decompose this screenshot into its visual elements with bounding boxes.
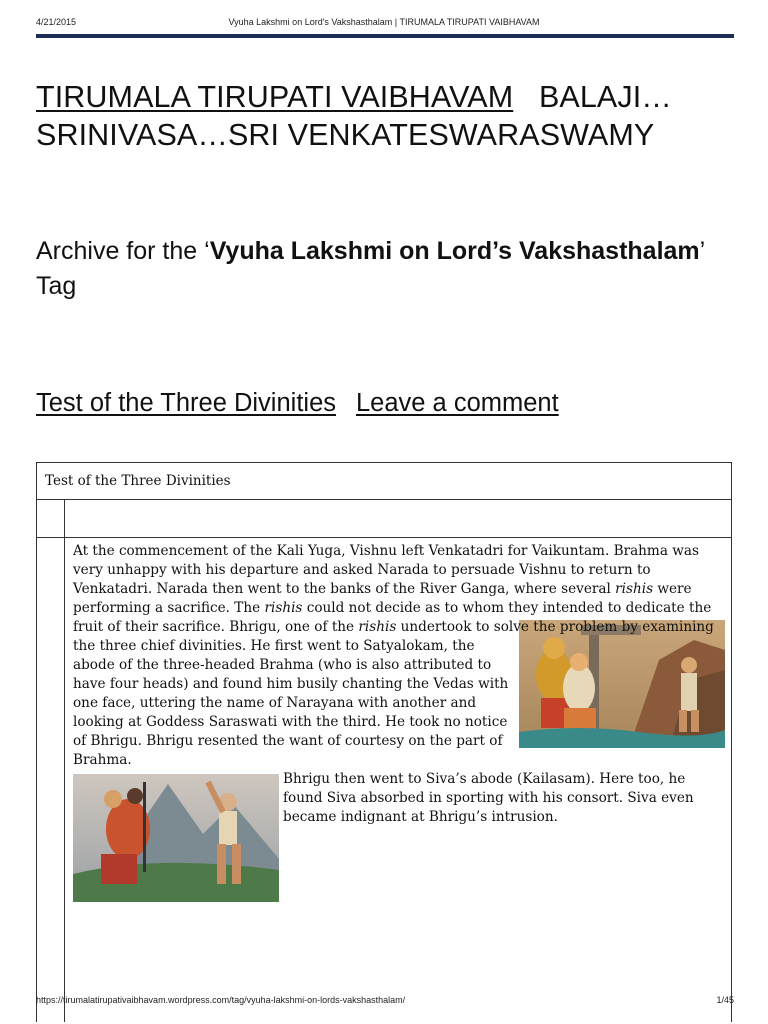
paragraph-1: At the commencement of the Kali Yuga, Vishnu left Venkatadri for Vaikuntam. Brahma was very unhappy with his departure and asked Narada to persuade Vishnu to return to Venkatadri. Narada then went to the banks of the River Ganga, where several rishis were performing a sacrifice. The rishis could not decide as to whom they intended to dedicate the fruit of their sacrifice. Bhrigu, one of the rishis undertook to solve the problem by examining the three chief divinities. He first went to Satyalokam, the abode of the three-headed Brahma (who is also attributed to have four heads) and found him busily chanting the Vedas with one face, uttering the name of Narayana with another and looking at Goddess Saraswati with the third. He took no notice of Bhrigu. Bhrigu resented the want of courtesy on the part of Brahma. <box>73 542 725 770</box>
post-title-link[interactable]: Test of the Three Divinities <box>36 389 336 417</box>
paragraph-2: Bhrigu then went to Siva’s abode (Kailasam). Here too, he found Siva absorbed in sporting with his consort. Siva even became indignant at Bhrigu’s intrusion. <box>73 770 725 827</box>
footer-url: https://tirumalatirupativaibhavam.wordpress.com/tag/vyuha-lakshmi-on-lords-vakshasthalam/ <box>36 995 406 1005</box>
post-header <box>36 386 736 420</box>
archive-tag: Vyuha Lakshmi on Lord’s Vakshasthalam <box>209 237 700 265</box>
site-title <box>36 78 736 154</box>
italic-rishis: rishis <box>615 581 654 597</box>
content-table <box>36 462 732 1022</box>
archive-heading <box>36 234 736 304</box>
table-heading: Test of the Three Divinities <box>37 463 731 500</box>
italic-rishis: rishis <box>358 619 397 635</box>
table-empty-row <box>37 500 731 538</box>
leave-comment-link[interactable]: Leave a comment <box>356 389 559 417</box>
print-footer <box>0 995 768 1007</box>
header-rule <box>36 34 734 38</box>
site-tagline: BALAJI…SRINIVASA…SRI VENKATESWARASWAMY <box>36 80 672 152</box>
print-title: Vyuha Lakshmi on Lord's Vakshasthalam | TIRUMALA TIRUPATI VAIBHAVAM <box>228 17 540 27</box>
print-date: 4/21/2015 <box>36 17 77 27</box>
article-body <box>73 542 725 902</box>
brahma-saraswati-painting <box>519 620 725 748</box>
table-column-divider <box>64 500 65 1022</box>
archive-suffix: ’ Tag <box>36 237 705 300</box>
print-header <box>0 17 768 29</box>
page-number: 1/45 <box>716 995 734 1005</box>
site-title-link[interactable]: TIRUMALA TIRUPATI VAIBHAVAM <box>36 80 514 114</box>
archive-prefix: Archive for the ‘ <box>36 237 210 265</box>
italic-rishis: rishis <box>264 600 303 616</box>
siva-bhrigu-painting <box>73 774 279 902</box>
